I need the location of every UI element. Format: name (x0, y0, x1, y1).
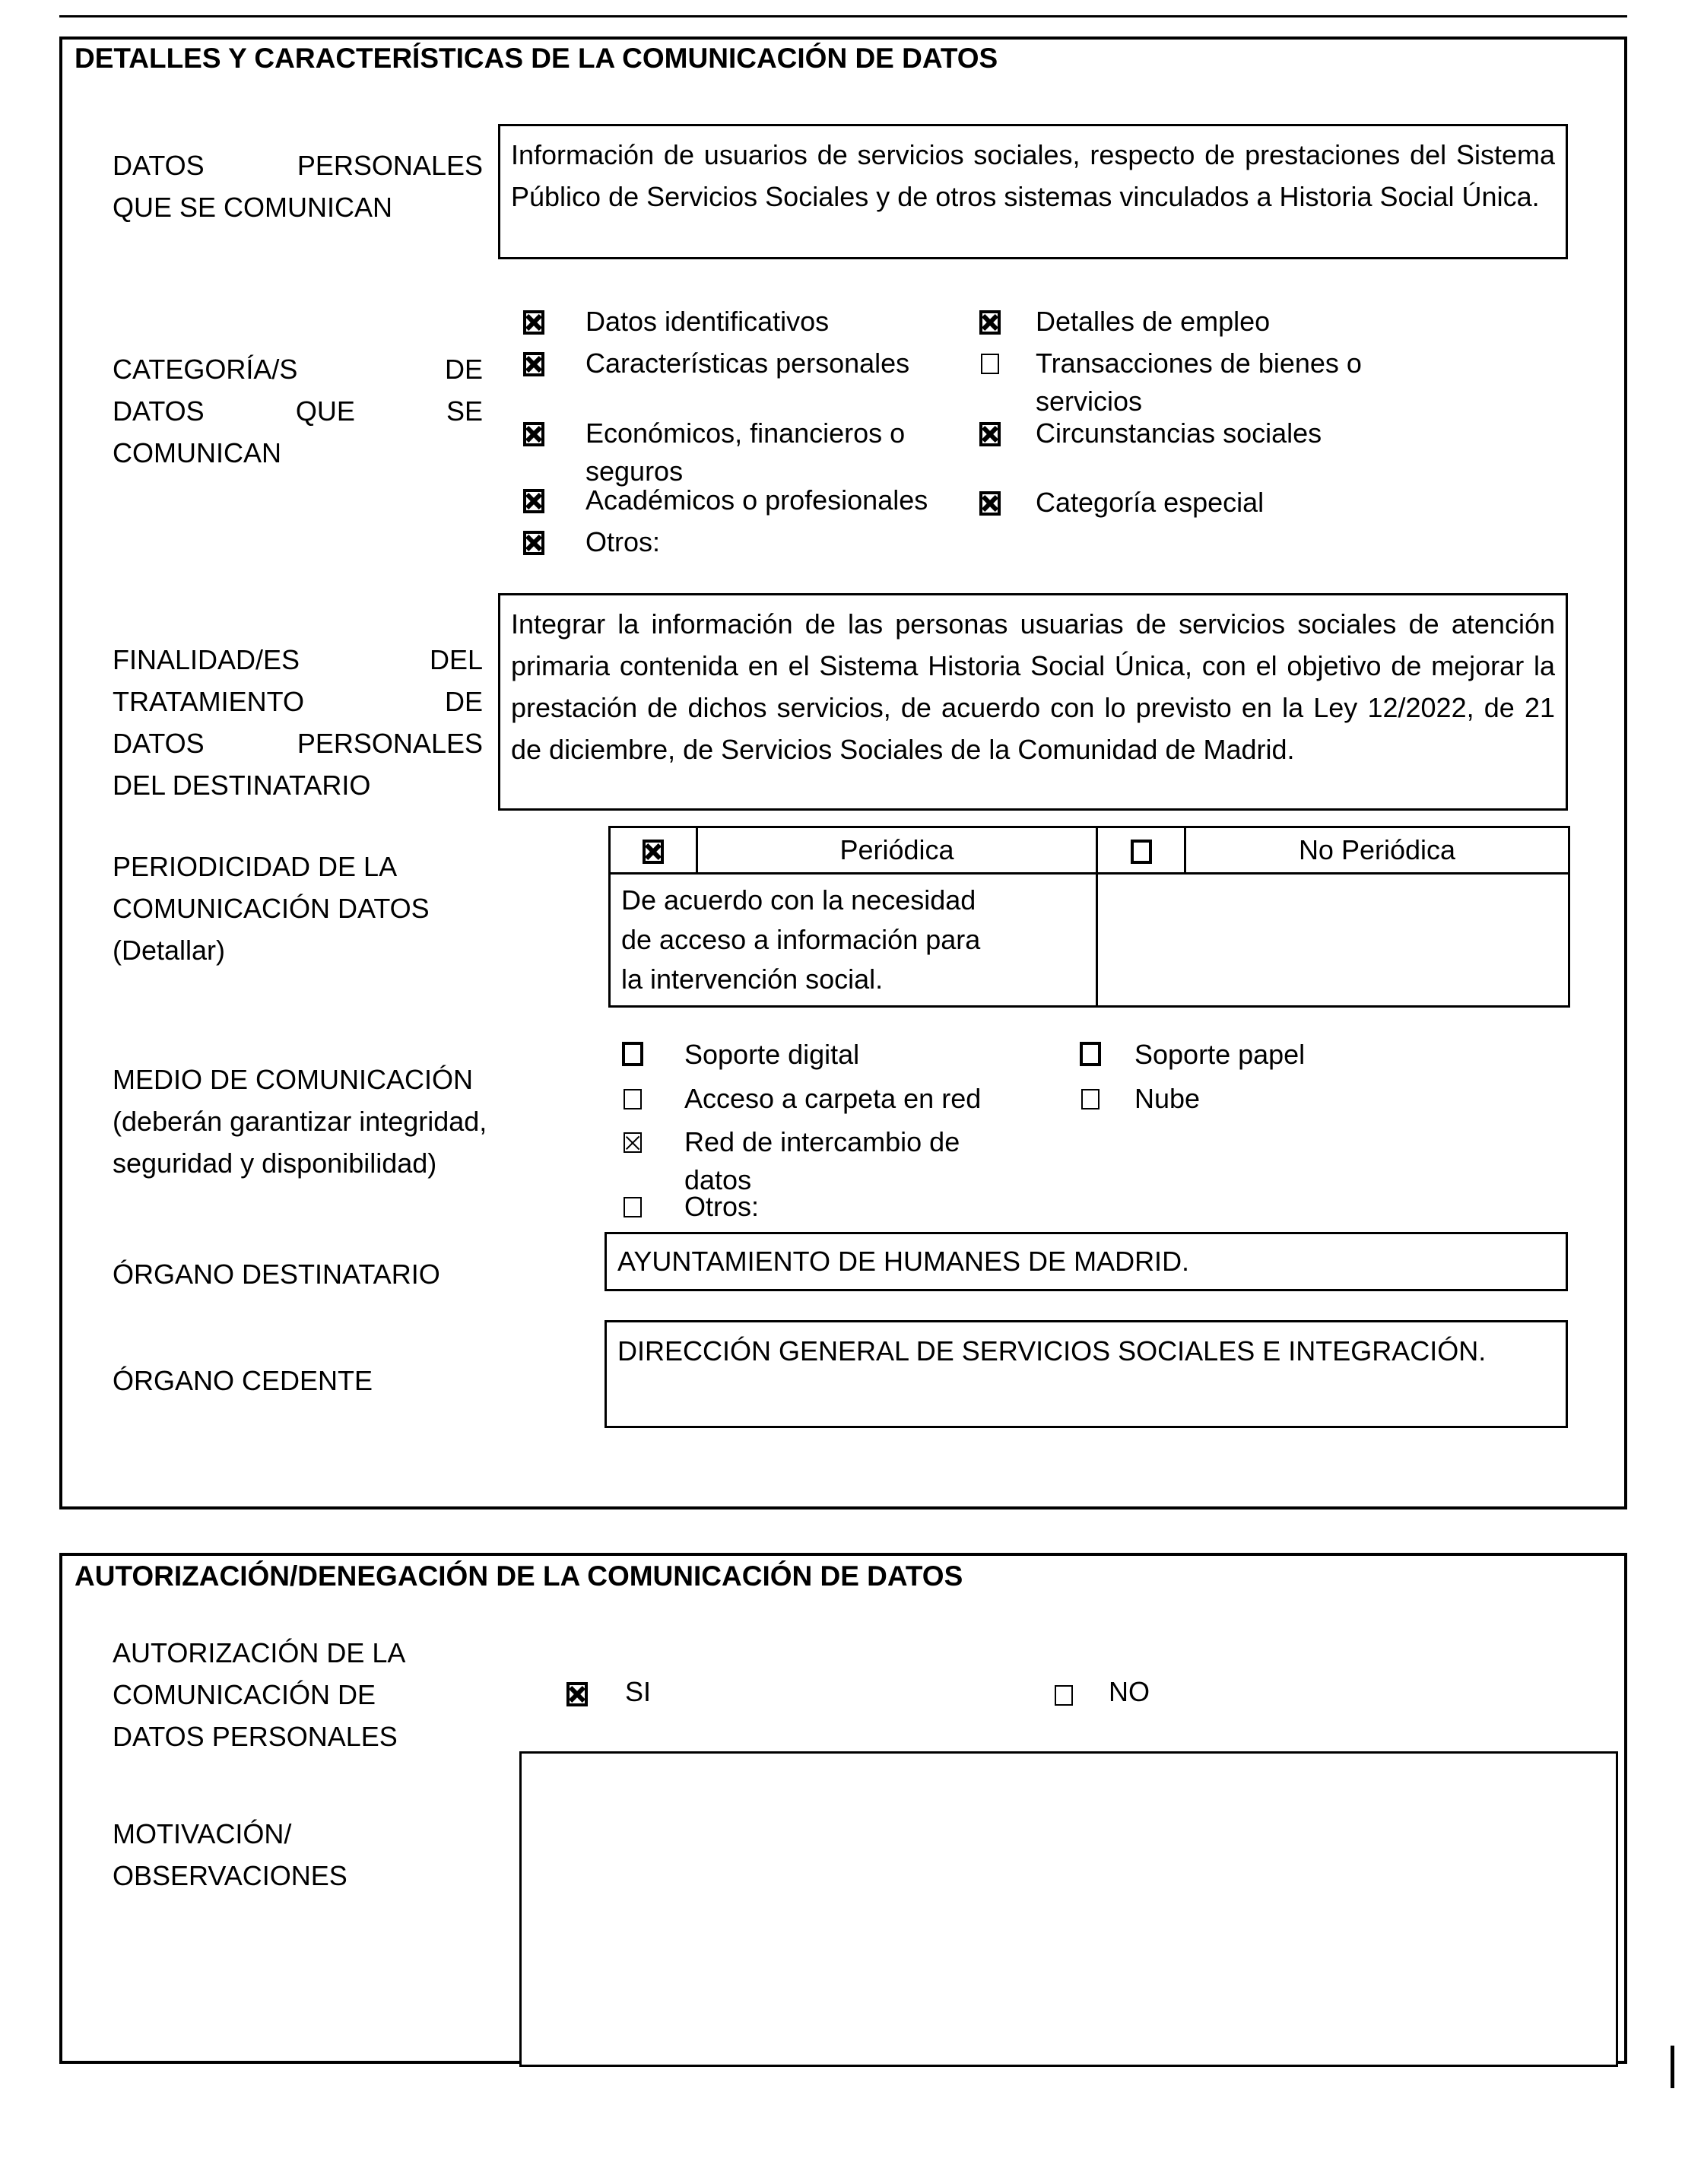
checkbox-autorizacion-si[interactable] (566, 1682, 588, 1706)
top-rule (59, 15, 1627, 17)
label-circunstancias-sociales: Circunstancias sociales (1036, 417, 1322, 449)
label-autorizacion-si: SI (625, 1676, 652, 1707)
label-nube: Nube (1134, 1083, 1201, 1114)
label-autorizacion-no: NO (1109, 1676, 1150, 1707)
periodicidad-detalle-empty (1097, 874, 1569, 1007)
label-otros-categorias: Otros: (585, 526, 661, 557)
label-detalles-empleo: Detalles de empleo (1036, 306, 1271, 337)
datos-personales-label: DATOS PERSONALES QUE SE COMUNICAN (113, 150, 483, 223)
organo-destinatario-label: ÓRGANO DESTINATARIO (113, 1259, 440, 1290)
datos-personales-value-box: Información de usuarios de servicios sociales, respecto de prestaciones del Sistema Público de Servicios Sociales y de otros sistemas vinculados a Historia Social Única. (498, 124, 1568, 259)
label-red-intercambio: Red de intercambio de datos (684, 1126, 960, 1195)
checkbox-transacciones[interactable] (981, 354, 999, 374)
checkbox-periodica[interactable] (643, 840, 664, 864)
checkbox-nube[interactable] (1081, 1089, 1100, 1109)
organo-cedente-value-box: DIRECCIÓN GENERAL DE SERVICIOS SOCIALES E INTEGRACIÓN. (605, 1320, 1568, 1428)
right-edge-tick (1671, 2046, 1674, 2088)
checkbox-otros-medio[interactable] (624, 1197, 642, 1217)
medio-label: MEDIO DE COMUNICACIÓN (deberán garantizar integridad, seguridad y disponibilidad) (113, 1064, 487, 1179)
checkbox-datos-identificativos[interactable] (523, 310, 544, 335)
label-soporte-digital: Soporte digital (684, 1039, 860, 1070)
label-academicos: Académicos o profesionales (585, 484, 928, 516)
organo-cedente-label: ÓRGANO CEDENTE (113, 1365, 373, 1396)
checkbox-acceso-carpeta-red[interactable] (624, 1089, 642, 1109)
checkbox-caracteristicas-personales[interactable] (523, 352, 544, 376)
checkbox-academicos[interactable] (523, 489, 544, 513)
finalidad-label: FINALIDAD/ES DEL TRATAMIENTO DE DATOS PERSONALES DEL DESTINATARIO (113, 644, 483, 801)
periodicidad-label: PERIODICIDAD DE LA COMUNICACIÓN DATOS (Detallar) (113, 851, 430, 966)
label-no-periodica: No Periódica (1185, 827, 1569, 874)
checkbox-no-periodica[interactable] (1131, 840, 1152, 864)
autorizacion-label: AUTORIZACIÓN DE LA COMUNICACIÓN DE DATOS PERSONALES (113, 1637, 406, 1752)
section-detalles-title: DETALLES Y CARACTERÍSTICAS DE LA COMUNICACIÓN DE DATOS (75, 43, 998, 74)
label-periodica: Periódica (697, 827, 1097, 874)
label-economicos: Económicos, financieros o seguros (585, 417, 906, 487)
checkbox-detalles-empleo[interactable] (979, 310, 1001, 335)
checkbox-otros-categorias[interactable] (523, 531, 544, 555)
categorias-label: CATEGORÍA/S DE DATOS QUE SE COMUNICAN (113, 354, 483, 468)
motivacion-value-box[interactable] (519, 1751, 1618, 2067)
label-datos-identificativos: Datos identificativos (585, 306, 830, 337)
label-acceso-carpeta-red: Acceso a carpeta en red (684, 1083, 982, 1114)
label-transacciones: Transacciones de bienes o servicios (1036, 348, 1362, 417)
section-autorizacion-title: AUTORIZACIÓN/DENEGACIÓN DE LA COMUNICACIÓN DE DATOS (75, 1560, 963, 1592)
label-soporte-papel: Soporte papel (1134, 1039, 1306, 1070)
label-caracteristicas-personales: Características personales (585, 348, 910, 379)
checkbox-autorizacion-no[interactable] (1055, 1685, 1073, 1706)
checkbox-soporte-digital[interactable] (622, 1042, 643, 1066)
checkbox-soporte-papel[interactable] (1080, 1042, 1101, 1066)
label-categoria-especial: Categoría especial (1036, 487, 1265, 518)
checkbox-economicos[interactable] (523, 422, 544, 446)
periodicidad-detalle: De acuerdo con la necesidad de acceso a información para la intervención social. (621, 884, 981, 995)
checkbox-categoria-especial[interactable] (979, 491, 1001, 516)
periodicidad-table (608, 826, 1570, 1008)
motivacion-label: MOTIVACIÓN/ OBSERVACIONES (113, 1818, 347, 1891)
checkbox-red-intercambio[interactable] (624, 1132, 642, 1153)
checkbox-circunstancias-sociales[interactable] (979, 422, 1001, 446)
organo-destinatario-value-box: AYUNTAMIENTO DE HUMANES DE MADRID. (605, 1232, 1568, 1291)
label-otros-medio: Otros: (684, 1191, 760, 1222)
finalidad-value-box: Integrar la información de las personas usuarias de servicios sociales de atención primaria contenida en el Sistema Historia Social Única, con el objetivo de mejorar la prestación de dichos servicios, de acuerdo con lo previsto en la Ley 12/2022, de 21 de diciembre, de Servicios Sociales de la Comunidad de Madrid. (498, 593, 1568, 811)
